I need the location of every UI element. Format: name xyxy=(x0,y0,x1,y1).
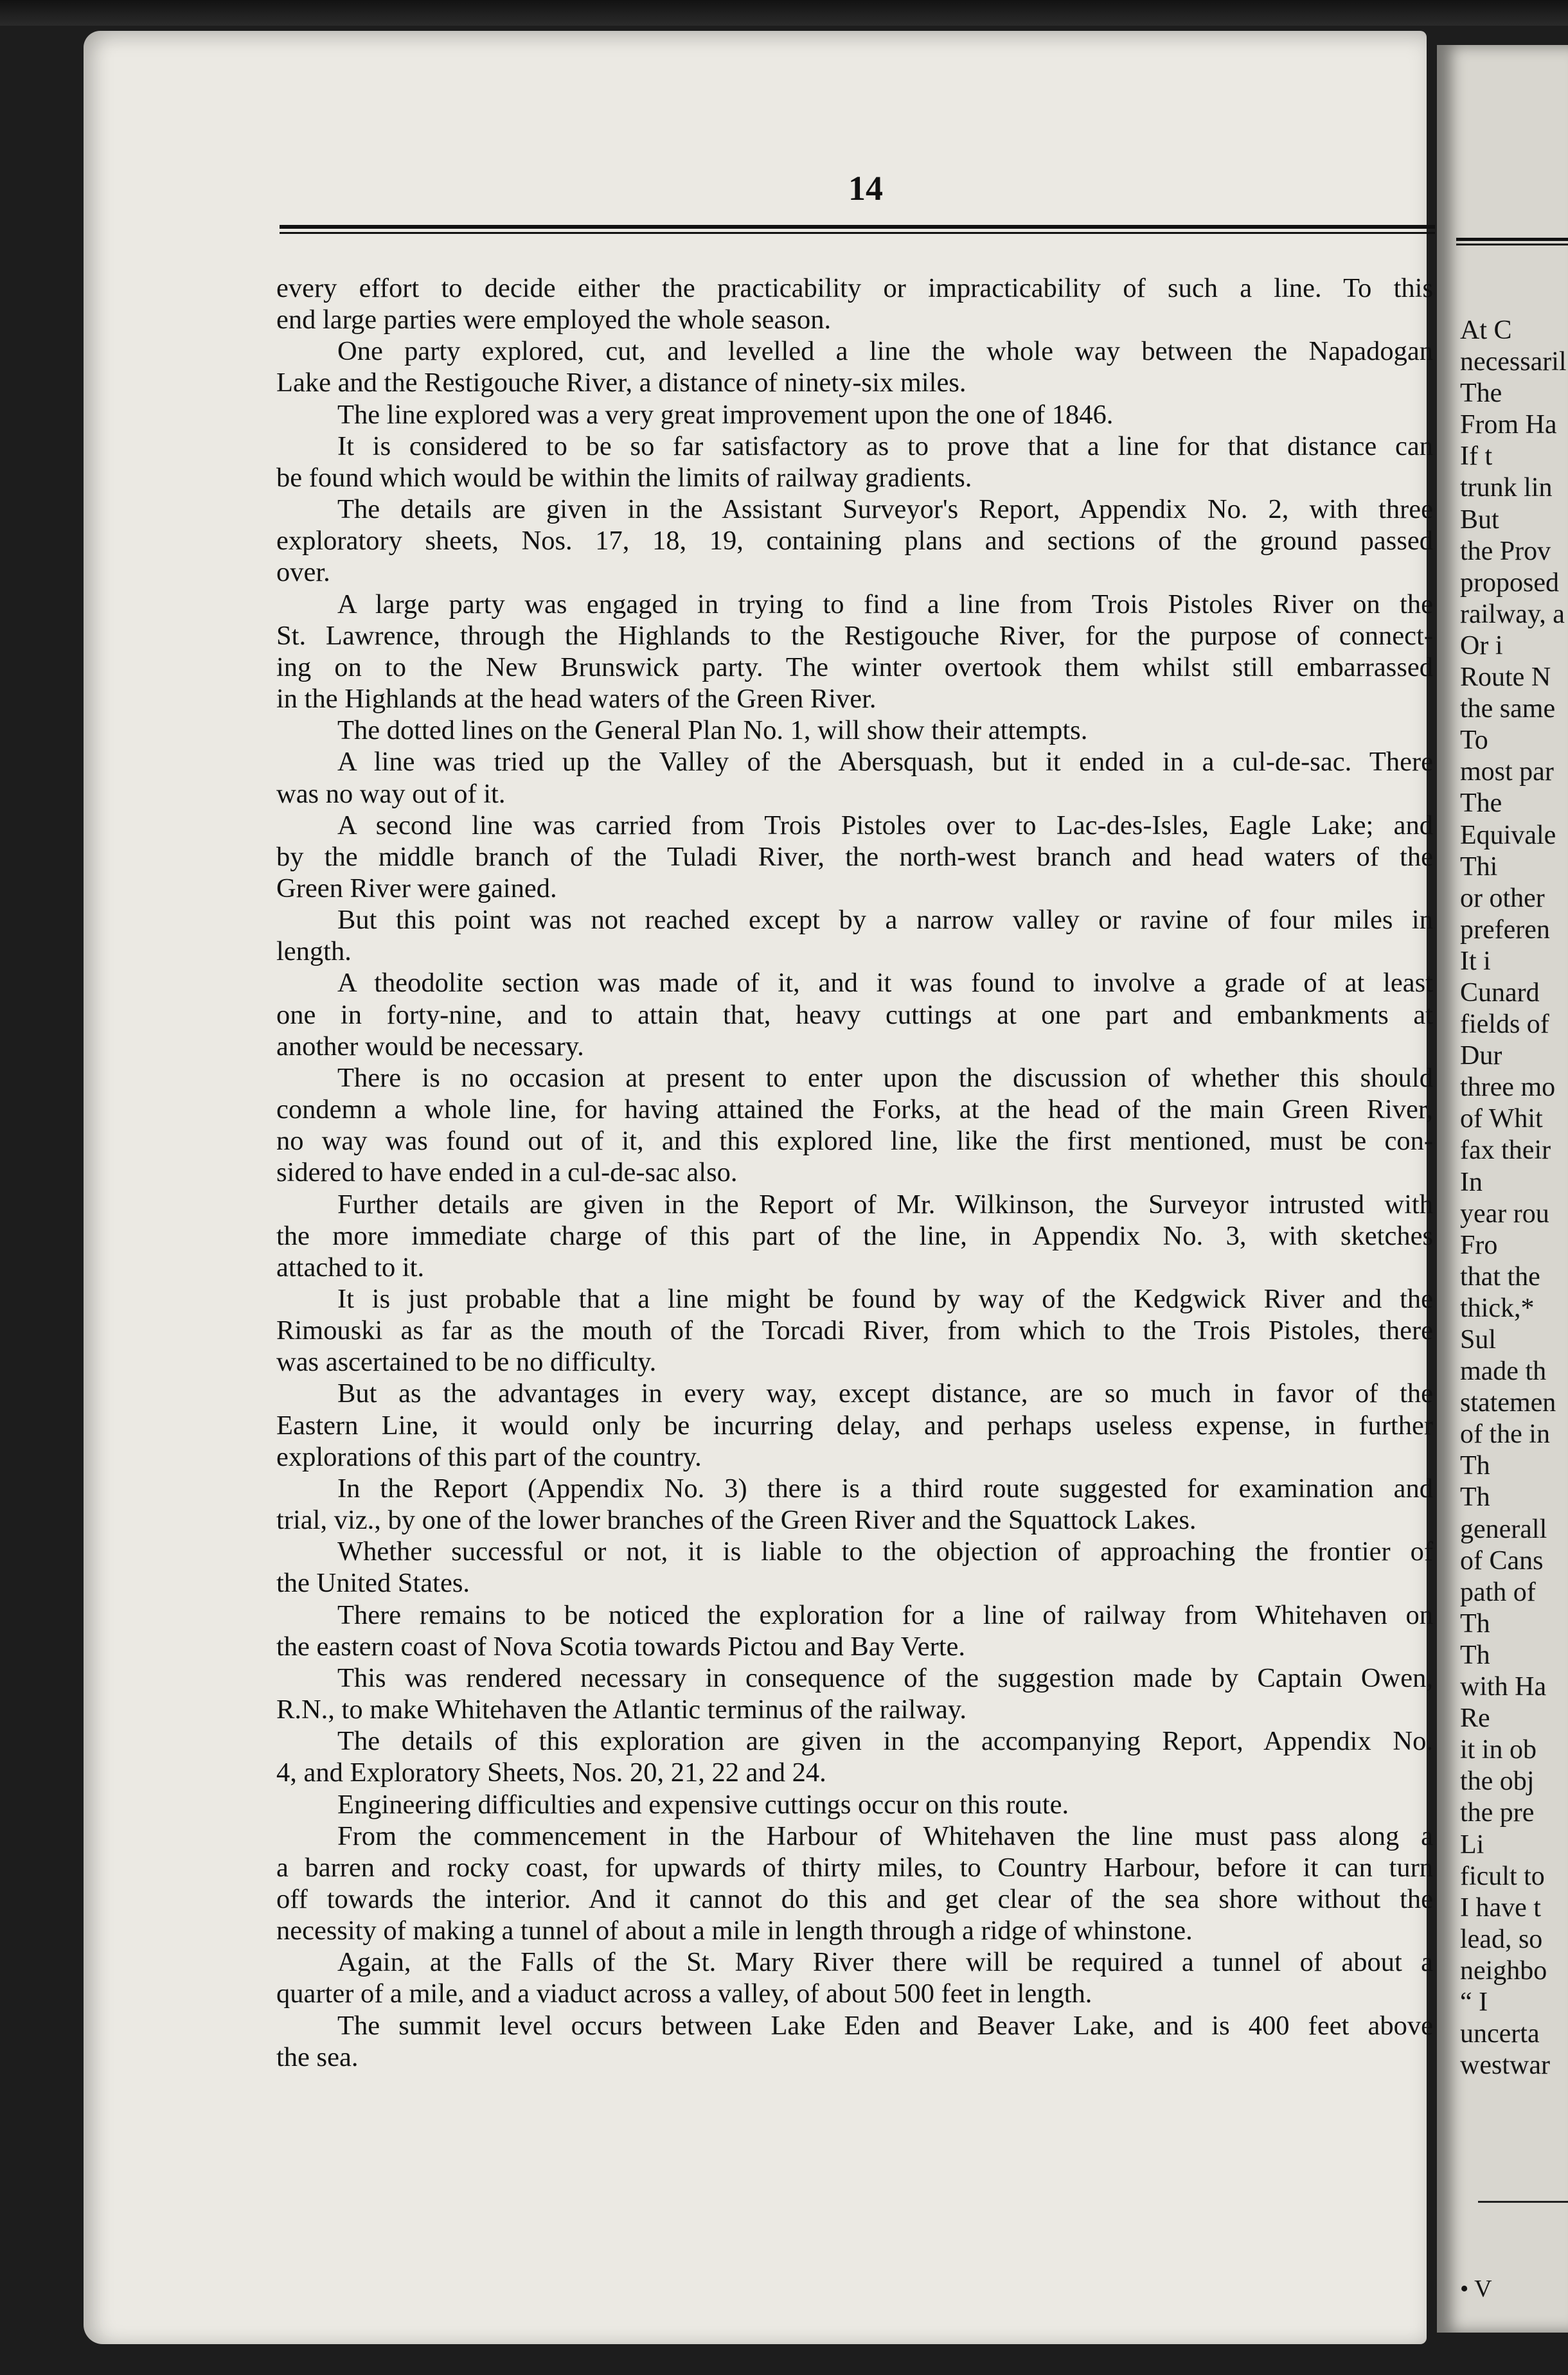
text-line: The details are given in the Assistant Surveyor's Report, Appendix No. 2, with three xyxy=(337,494,1433,525)
text-line: Rimouski as far as the mouth of the Torcadi River, from which to the Trois Pistoles, there xyxy=(276,1315,1433,1346)
text-line: The line explored was a very great improvement upon the one of 1846. xyxy=(337,399,1114,430)
paragraph xyxy=(276,1725,1433,1788)
text-line: There remains to be noticed the exploration for a line of railway from Whitehaven on xyxy=(337,1599,1433,1630)
header-double-rule xyxy=(280,225,1435,234)
paragraph xyxy=(276,1062,1433,1189)
adjacent-page-line: Equivale xyxy=(1460,820,1556,850)
adjacent-page-line: Li xyxy=(1460,1829,1484,1860)
adjacent-page-text xyxy=(1460,315,1568,2081)
text-line: 4, and Exploratory Sheets, Nos. 20, 21, 22 and 24. xyxy=(276,1757,826,1788)
paragraph xyxy=(276,589,1433,715)
adjacent-page-line: that the xyxy=(1460,1261,1540,1292)
adjacent-page-line: made th xyxy=(1460,1357,1547,1387)
paragraph xyxy=(276,1789,1433,1820)
text-line: off towards the interior. And it cannot do this and get clear of the sea shore without the xyxy=(276,1883,1433,1914)
paragraph xyxy=(276,494,1433,588)
text-line: It is considered to be so far satisfactory as to prove that a line for that distance can xyxy=(337,431,1433,461)
paragraph xyxy=(276,1378,1433,1472)
adjacent-page-line: thick,* xyxy=(1460,1293,1535,1323)
adjacent-page-line: Th xyxy=(1460,1451,1490,1481)
adjacent-page-line: Th xyxy=(1460,1640,1490,1670)
paragraph xyxy=(276,1946,1433,2009)
adjacent-page-line: path of xyxy=(1460,1577,1536,1607)
paragraph xyxy=(276,967,1433,1062)
text-line: by the middle branch of the Tuladi River, the north-west branch and head waters of the xyxy=(276,841,1433,872)
text-line: From the commencement in the Harbour of Whitehaven the line must pass along a xyxy=(337,1820,1433,1851)
adjacent-page-line: of Cans xyxy=(1460,1545,1544,1576)
text-line: over. xyxy=(276,557,330,588)
adjacent-page-line: necessaril xyxy=(1460,347,1567,377)
text-line: The details of this exploration are given in the accompanying Report, Appendix No. xyxy=(337,1726,1433,1757)
adjacent-page-line: Th xyxy=(1460,1608,1490,1639)
adjacent-page-line: fields of xyxy=(1460,1010,1549,1040)
text-line: This was rendered necessary in consequence of the suggestion made by Captain Owen, xyxy=(337,1662,1433,1693)
paragraph xyxy=(276,810,1433,904)
adjacent-page-line: To xyxy=(1460,725,1488,756)
text-line: be found which would be within the limits of railway gradients. xyxy=(276,462,972,493)
adjacent-page-line: From Ha xyxy=(1460,410,1557,440)
text-line: Again, at the Falls of the St. Mary River there will be required a tunnel of about a xyxy=(337,1947,1433,1978)
adjacent-page-line: generall xyxy=(1460,1514,1547,1544)
adjacent-page-line: railway, a xyxy=(1460,599,1565,629)
text-line: Whether successful or not, it is liable to the objection of approaching the frontier of xyxy=(337,1536,1433,1567)
text-line: The summit level occurs between Lake Eden and Beaver Lake, and is 400 feet above xyxy=(337,2010,1433,2041)
text-line: another would be necessary. xyxy=(276,1031,584,1062)
text-line: was no way out of it. xyxy=(276,778,506,809)
adjacent-page-line: the same xyxy=(1460,694,1556,724)
text-line: trial, viz., by one of the lower branches of the Green River and the Squattock Lakes. xyxy=(276,1505,1197,1536)
text-line: A large party was engaged in trying to find a line from Trois Pistoles River on the xyxy=(337,589,1433,619)
adjacent-page-footnote: • V xyxy=(1460,2275,1492,2302)
paragraph xyxy=(276,1536,1433,1599)
adjacent-page-header-rule xyxy=(1456,238,1568,245)
text-line: In the Report (Appendix No. 3) there is a third route suggested for examination and xyxy=(337,1473,1433,1504)
adjacent-page-line: westwar xyxy=(1460,2050,1550,2081)
adjacent-page-line: uncerta xyxy=(1460,2019,1540,2049)
adjacent-page-line: ficult to xyxy=(1460,1861,1545,1891)
adjacent-page-line: it in ob xyxy=(1460,1735,1537,1765)
text-line: necessity of making a tunnel of about a mile in length through a ridge of whinstone. xyxy=(276,1916,1193,1946)
adjacent-page-line: I have t xyxy=(1460,1892,1541,1923)
adjacent-page-line: Sul xyxy=(1460,1325,1497,1355)
text-line: a barren and rocky coast, for upwards of thirty miles, to Country Harbour, before it can turn xyxy=(276,1852,1433,1883)
text-line: length. xyxy=(276,936,352,967)
paragraph xyxy=(276,1283,1433,1378)
paragraph xyxy=(276,1473,1433,1536)
text-line: every effort to decide either the practicability or impracticability of such a line. To this xyxy=(276,273,1433,303)
adjacent-page-line: lead, so xyxy=(1460,1924,1543,1954)
text-line: quarter of a mile, and a viaduct across a valley, of about 500 feet in length. xyxy=(276,1979,1092,2009)
adjacent-page-line: three mo xyxy=(1460,1072,1556,1103)
text-line: condemn a whole line, for having attained the Forks, at the head of the main Green River, xyxy=(276,1094,1433,1125)
paragraph xyxy=(276,1599,1433,1662)
adjacent-page-line: preferen xyxy=(1460,914,1550,945)
paragraph xyxy=(276,431,1433,494)
adjacent-page-line: At C xyxy=(1460,316,1512,345)
adjacent-page-line: The xyxy=(1460,788,1502,819)
paragraph xyxy=(276,1662,1433,1725)
text-line: Lake and the Restigouche River, a distance of ninety-six miles. xyxy=(276,368,967,398)
text-line: Eastern Line, it would only be incurring delay, and perhaps useless expense, in further xyxy=(276,1410,1433,1441)
adjacent-page-line: Or i xyxy=(1460,630,1503,661)
adjacent-page-line: trunk lin xyxy=(1460,473,1553,503)
adjacent-page-edge xyxy=(1437,45,1568,2333)
text-line: Green River were gained. xyxy=(276,873,557,903)
adjacent-page-line: “ I xyxy=(1460,1987,1488,2017)
adjacent-page-line: the obj xyxy=(1460,1766,1535,1797)
paragraph xyxy=(276,715,1433,746)
adjacent-page-line: Re xyxy=(1460,1703,1490,1734)
adjacent-page-line: fax their xyxy=(1460,1135,1551,1166)
text-line: A theodolite section was made of it, and it was found to involve a grade of at least xyxy=(337,968,1433,999)
adjacent-page-line: the pre xyxy=(1460,1798,1535,1828)
paragraph xyxy=(276,1189,1433,1283)
text-line: A second line was carried from Trois Pistoles over to Lac-des-Isles, Eagle Lake; and xyxy=(337,810,1433,841)
paragraph xyxy=(276,1820,1433,1947)
adjacent-page-line: neighbo xyxy=(1460,1955,1547,1986)
adjacent-page-line: Thi xyxy=(1460,851,1498,882)
adjacent-page-line: Cunard xyxy=(1460,977,1540,1008)
adjacent-page-line: or other xyxy=(1460,883,1545,913)
text-line: It is just probable that a line might be found by way of the Kedgwick River and the xyxy=(337,1284,1433,1314)
paragraph xyxy=(276,272,1433,335)
adjacent-page-line: Dur xyxy=(1460,1041,1502,1071)
adjacent-page-line: most par xyxy=(1460,757,1554,787)
paragraph xyxy=(276,904,1433,967)
text-line: The dotted lines on the General Plan No. 1, will show their attempts. xyxy=(337,715,1088,746)
adjacent-page-line: year rou xyxy=(1460,1198,1549,1229)
text-line: St. Lawrence, through the Highlands to the Restigouche River, for the purpose of connect- xyxy=(276,620,1433,651)
paragraph xyxy=(276,335,1433,398)
adjacent-page-line: of Whit xyxy=(1460,1104,1543,1134)
text-line: one in forty-nine, and to attain that, heavy cuttings at one part and embankments at xyxy=(276,999,1433,1030)
adjacent-page-line: Route N xyxy=(1460,663,1551,693)
text-line: A line was tried up the Valley of the Abersquash, but it ended in a cul-de-sac. There xyxy=(337,747,1433,778)
adjacent-page-line: proposed xyxy=(1460,567,1559,598)
text-line: the eastern coast of Nova Scotia towards Pictou and Bay Verte. xyxy=(276,1631,966,1662)
adjacent-page-line: If t xyxy=(1460,441,1493,472)
text-line: But this point was not reached except by a narrow valley or ravine of four miles in xyxy=(337,905,1433,936)
adjacent-page-line: In xyxy=(1460,1167,1483,1197)
text-line: in the Highlands at the head waters of the Green River. xyxy=(276,684,877,715)
text-line: no way was found out of it, and this explored line, like the first mentioned, must be con- xyxy=(276,1126,1433,1157)
paragraph xyxy=(276,746,1433,809)
adjacent-page-line: the Prov xyxy=(1460,536,1551,566)
adjacent-page-line: The xyxy=(1460,378,1502,409)
adjacent-page-line: Fro xyxy=(1460,1230,1498,1260)
adjacent-page-line: statemen xyxy=(1460,1388,1556,1418)
paragraph xyxy=(276,399,1433,431)
text-line: end large parties were employed the whole season. xyxy=(276,305,832,335)
text-line: There is no occasion at present to enter upon the discussion of whether this should xyxy=(337,1062,1433,1093)
text-line: One party explored, cut, and levelled a line the whole way between the Napadogan xyxy=(337,336,1433,367)
text-line: the sea. xyxy=(276,2041,359,2072)
text-line: R.N., to make Whitehaven the Atlantic terminus of the railway. xyxy=(276,1695,967,1725)
adjacent-page-line: with Ha xyxy=(1460,1672,1547,1702)
adjacent-page-line: of the in xyxy=(1460,1419,1550,1450)
text-line: Engineering difficulties and expensive cuttings occur on this route. xyxy=(337,1789,1069,1820)
text-line: But as the advantages in every way, except distance, are so much in favor of the xyxy=(337,1378,1433,1409)
adjacent-page-footnote-rule xyxy=(1478,2201,1568,2203)
body-text xyxy=(276,272,1433,2073)
text-line: attached to it. xyxy=(276,1252,425,1283)
text-line: was ascertained to be no difficulty. xyxy=(276,1347,657,1378)
text-line: Further details are given in the Report of Mr. Wilkinson, the Surveyor intrusted with xyxy=(337,1189,1433,1220)
text-line: the United States. xyxy=(276,1568,470,1599)
text-line: exploratory sheets, Nos. 17, 18, 19, containing plans and sections of the ground passed xyxy=(276,526,1433,556)
text-line: the more immediate charge of this part of the line, in Appendix No. 3, with sketches xyxy=(276,1220,1433,1251)
text-line: sidered to have ended in a cul-de-sac also. xyxy=(276,1157,738,1188)
text-line: explorations of this part of the country. xyxy=(276,1441,702,1472)
adjacent-page-line: Th xyxy=(1460,1482,1490,1513)
adjacent-page-line: But xyxy=(1460,504,1499,535)
text-line: ing on to the New Brunswick party. The winter overtook them whilst still embarrassed xyxy=(276,652,1433,682)
page-number: 14 xyxy=(848,169,883,208)
adjacent-page-line: It i xyxy=(1460,946,1491,976)
paragraph xyxy=(276,2010,1433,2073)
scan-background-top xyxy=(0,0,1568,26)
